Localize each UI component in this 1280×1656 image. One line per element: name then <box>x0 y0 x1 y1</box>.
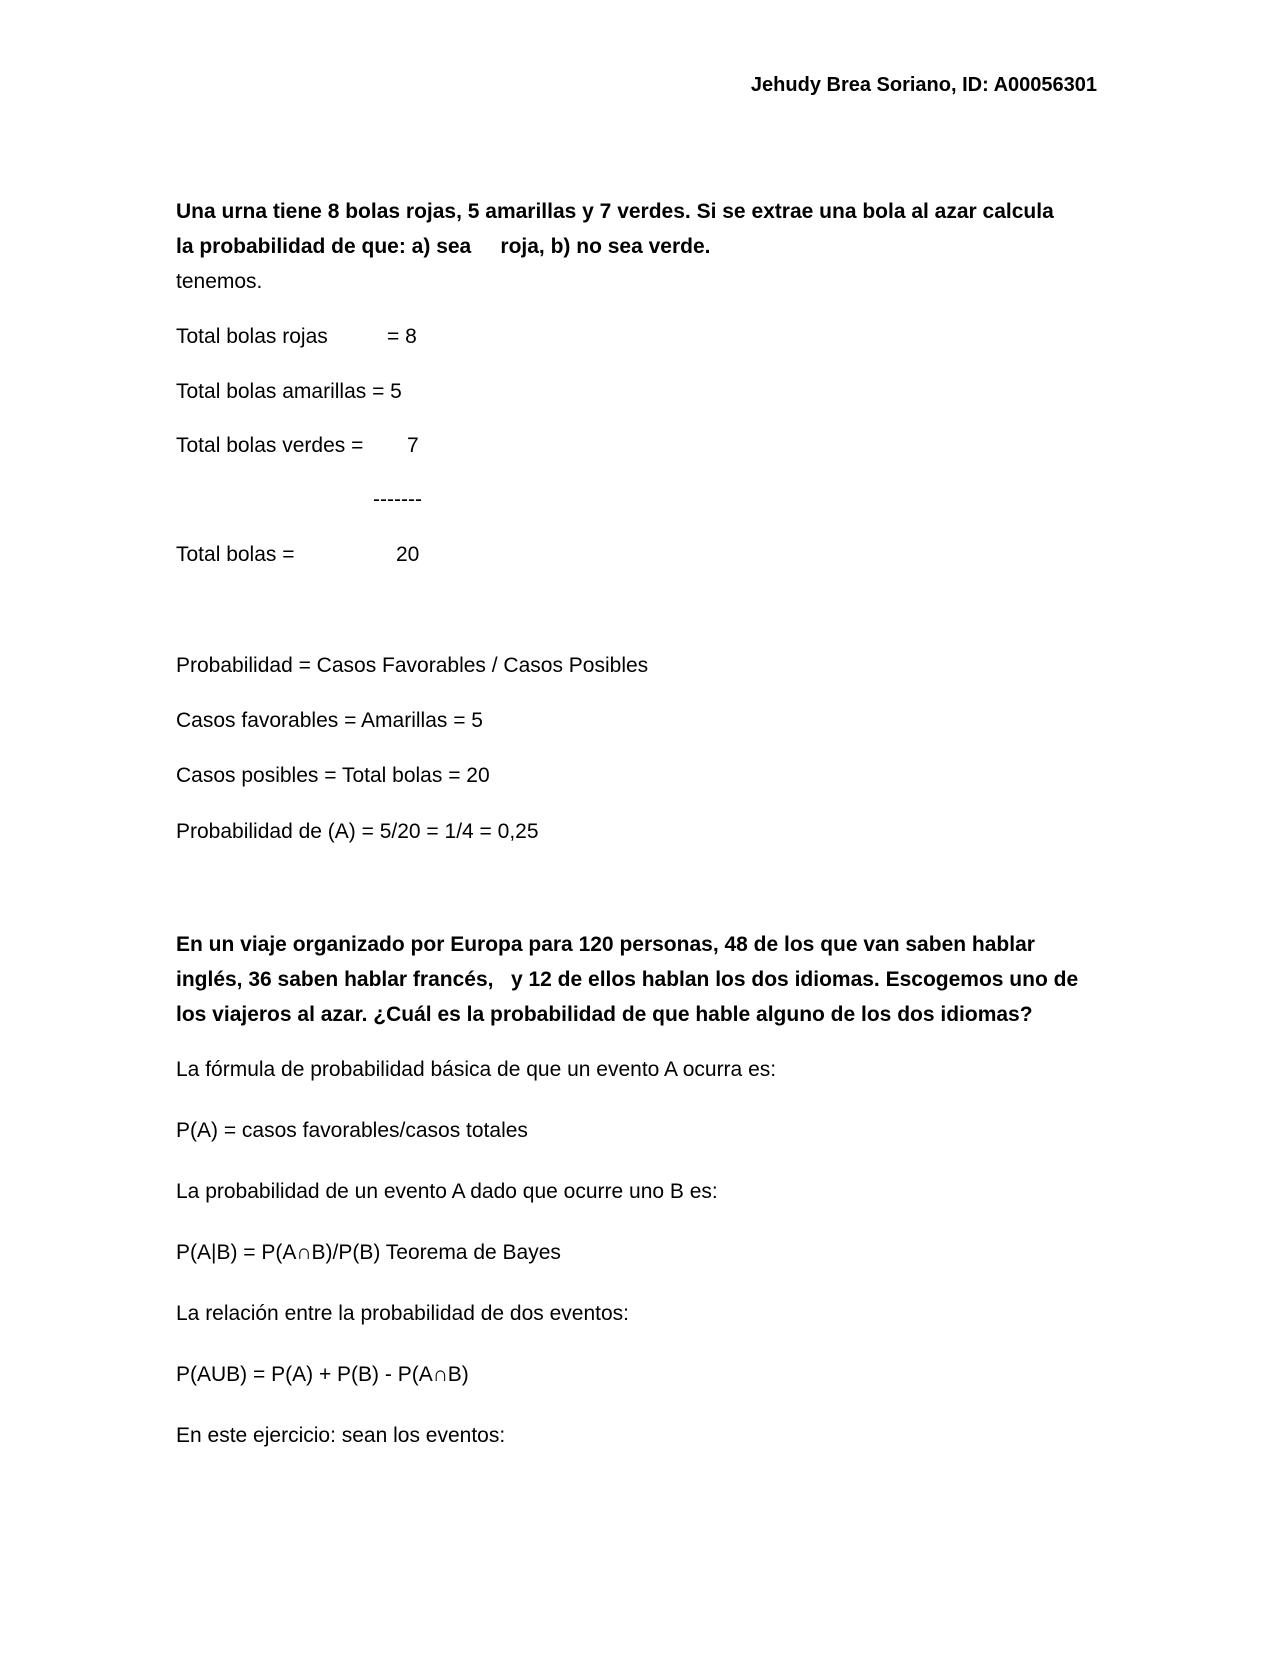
problem1-question-line1: Una urna tiene 8 bolas rojas, 5 amarillas y 7 verdes. Si se extrae una bola al azar calcula <box>176 200 1054 223</box>
author-header: Jehudy Brea Soriano, ID: A00056301 <box>750 74 1097 96</box>
problem1-intro: tenemos. <box>176 270 263 293</box>
problem2-question-line3: los viajeros al azar. ¿Cuál es la probabilidad de que hable alguno de los dos idiomas? <box>176 1003 1033 1026</box>
problem2-question-line2: inglés, 36 saben hablar francés, y 12 de ellos hablan los dos idiomas. Escogemos uno de <box>176 968 1079 991</box>
total-value: 20 <box>396 543 420 566</box>
total-label: Total bolas = <box>176 543 295 566</box>
row-verdes-value: 7 <box>407 434 419 457</box>
basic-formula-text: La fórmula de probabilidad básica de que un evento A ocurra es: <box>176 1058 777 1081</box>
casos-posibles: Casos posibles = Total bolas = 20 <box>176 764 490 787</box>
probability-result: Probabilidad de (A) = 5/20 = 1/4 = 0,25 <box>176 820 539 843</box>
basic-formula: P(A) = casos favorables/casos totales <box>176 1119 528 1142</box>
casos-favorables: Casos favorables = Amarillas = 5 <box>176 709 483 732</box>
row-amarillas-label: Total bolas amarillas = 5 <box>176 380 402 403</box>
problem2-question-line1: En un viaje organizado por Europa para 120 personas, 48 de los que van saben hablar <box>176 933 1035 956</box>
problem1-question-line2: la probabilidad de que: a) sea roja, b) no sea verde. <box>176 235 711 258</box>
bayes-formula: P(A|B) = P(A∩B)/P(B) Teorema de Bayes <box>176 1241 561 1264</box>
events-text: En este ejercicio: sean los eventos: <box>176 1424 506 1447</box>
union-formula: P(AUB) = P(A) + P(B) - P(A∩B) <box>176 1363 469 1386</box>
relation-text: La relación entre la probabilidad de dos eventos: <box>176 1302 629 1325</box>
probability-formula: Probabilidad = Casos Favorables / Casos Posibles <box>176 654 649 677</box>
row-rojas-value: = 8 <box>387 325 417 348</box>
sum-separator: ------- <box>373 488 422 511</box>
row-verdes-label: Total bolas verdes = <box>176 434 364 457</box>
conditional-text: La probabilidad de un evento A dado que ocurre uno B es: <box>176 1180 718 1203</box>
row-rojas-label: Total bolas rojas <box>176 325 328 348</box>
